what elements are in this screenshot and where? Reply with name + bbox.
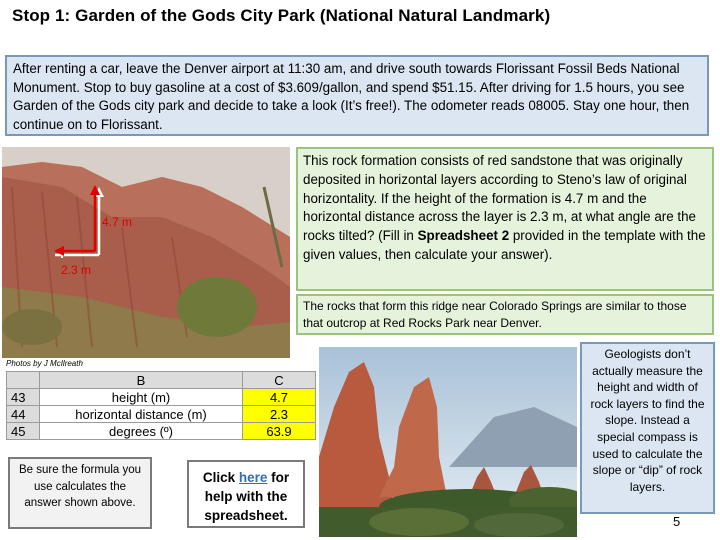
cell-value[interactable]: 4.7 bbox=[243, 389, 316, 406]
question-text-end: provided in the template with the given values, then calculate your answer). bbox=[303, 228, 706, 262]
cell-label[interactable]: height (m) bbox=[40, 389, 243, 406]
rock-formation-photo bbox=[2, 147, 290, 358]
page-number: 5 bbox=[673, 514, 681, 529]
question-text: This rock formation consists of red sandstone that was originally deposited in horizontal layers according to Steno’s law of original horizontality. If the height of the formation is 4.7 m and the horizontal distance across the layer is 2.3 m, at what angle are the rocks tilted? (Fill in bbox=[303, 153, 697, 244]
intro-box: After renting a car, leave the Denver airport at 11:30 am, and drive south towards Florissant Fossil Beds National Monument. Stop to buy gasoline at a cost of $3.609/gallon, and spend $51.15. After driving for 1.5 hours, you see Garden of the Gods city park and decide to take a look (It’s free!). The odometer reads 08005. Stay one hour, then continue on to Florissant. bbox=[5, 55, 709, 136]
width-label: 2.3 m bbox=[61, 263, 92, 277]
question-box bbox=[296, 147, 714, 291]
table-row bbox=[7, 406, 316, 423]
spreadsheet-reference: Spreadsheet 2 bbox=[417, 228, 510, 244]
geologist-note-box: Geologists don’t actually measure the height and width of rock layers to find the slope. Instead a special compass is used to calculate the slope or “dip” of rock layers. bbox=[580, 342, 715, 514]
column-header-c: C bbox=[243, 372, 316, 389]
cell-label[interactable]: horizontal distance (m) bbox=[40, 406, 243, 423]
page-title: Stop 1: Garden of the Gods City Park (National Natural Landmark) bbox=[12, 6, 551, 25]
cell-value[interactable]: 2.3 bbox=[243, 406, 316, 423]
help-text: Click bbox=[202, 470, 239, 485]
cell-label[interactable]: degrees (º) bbox=[40, 423, 243, 440]
formula-tip-box: Be sure the formula you use calculates the answer shown above. bbox=[8, 457, 152, 529]
row-number: 45 bbox=[7, 423, 40, 440]
column-header-b: B bbox=[40, 372, 243, 389]
help-box bbox=[187, 460, 305, 528]
spreadsheet bbox=[6, 371, 316, 440]
help-text-end: for help with the spreadsheet. bbox=[204, 470, 290, 523]
photo-credit: Photos by J McIlreath bbox=[6, 359, 83, 368]
height-label: 4.7 m bbox=[102, 215, 133, 229]
photo-caption: The rocks that form this ridge near Colorado Springs are similar to those that outcrop at Red Rocks Park near Denver. bbox=[296, 294, 714, 335]
help-link[interactable]: here bbox=[238, 470, 268, 485]
row-number: 44 bbox=[7, 406, 40, 423]
garden-of-the-gods-photo bbox=[319, 347, 577, 537]
row-number: 43 bbox=[7, 389, 40, 406]
cell-value[interactable]: 63.9 bbox=[243, 423, 316, 440]
corner-cell bbox=[7, 372, 40, 389]
table-row bbox=[7, 423, 316, 440]
table-row bbox=[7, 389, 316, 406]
